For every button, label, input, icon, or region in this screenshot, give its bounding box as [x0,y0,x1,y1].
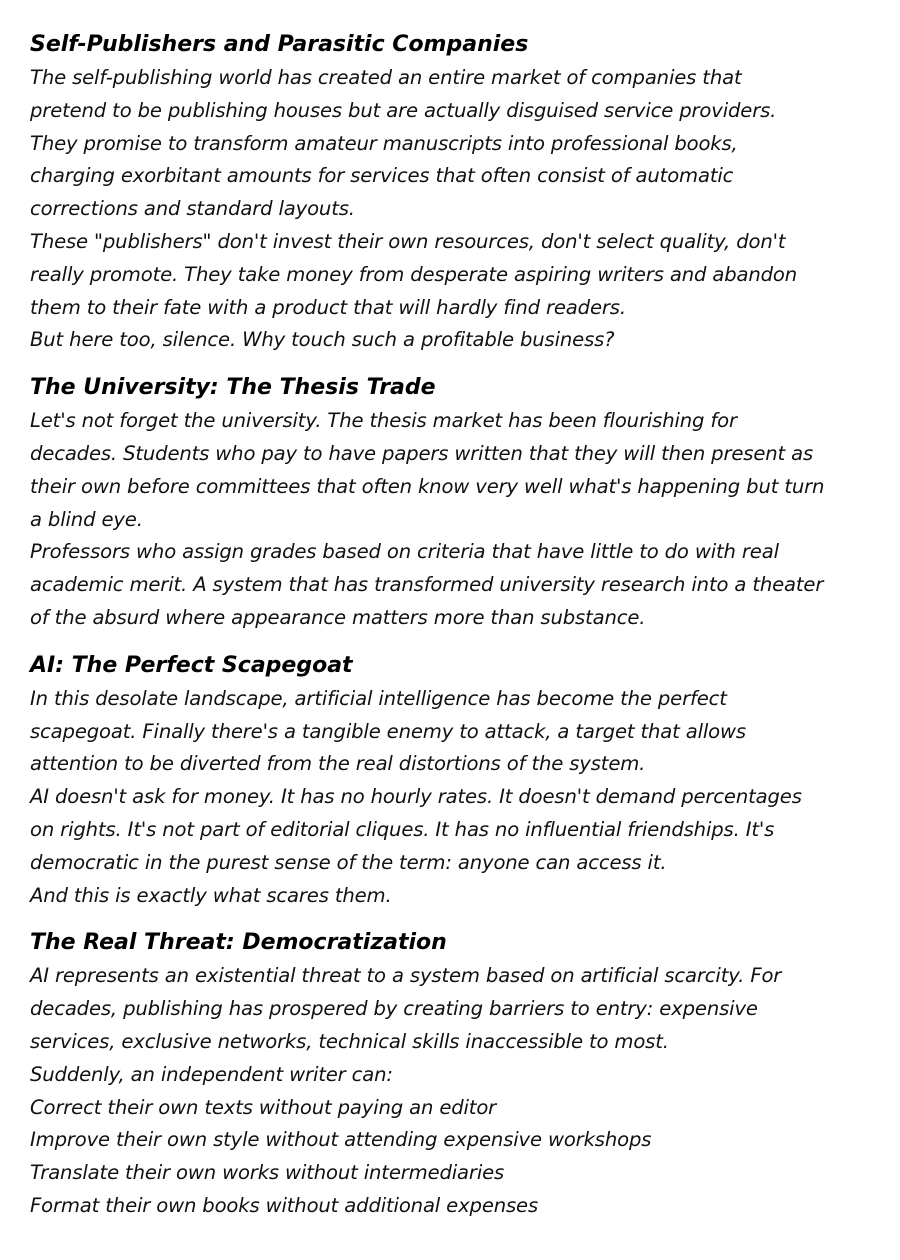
paragraph-line: The self-publishing world has created an entire market of companies that [30,66,742,89]
paragraph-line: decades. Students who pay to have papers written that they will then present as [30,441,814,465]
section-heading: The Real Threat: Democratization [30,930,447,956]
paragraph-line: pretend to be publishing houses but are actually disguised service providers. [30,98,777,122]
paragraph-line: services, exclusive networks, technical skills inaccessible to most. [30,1029,669,1053]
document-page [30,28,880,1237]
paragraph-line: decades, publishing has prospered by creating barriers to entry: expensive [30,997,758,1021]
paragraph-line: Professors who assign grades based on criteria that have little to do with real [30,540,779,564]
paragraph-line: AI doesn't ask for money. It has no hourly rates. It doesn't demand percentages [30,785,802,809]
paragraph-line: These "publishers" don't invest their own resources, don't select quality, don't [30,229,786,253]
list-item: Improve their own style without attending expensive workshops [30,1128,652,1152]
paragraph-line: AI represents an existential threat to a system based on artificial scarcity. For [30,964,782,988]
list-item: Format their own books without additional expenses [30,1193,539,1217]
list-item: Correct their own texts without paying an editor [30,1095,497,1119]
paragraph-line: them to their fate with a product that will hardly find readers. [30,295,626,319]
paragraph-line: charging exorbitant amounts for services that often consist of automatic [30,164,734,188]
section-real-threat [30,926,880,1222]
paragraph-line: corrections and standard layouts. [30,197,355,221]
paragraph-line: They promise to transform amateur manuscripts into professional books, [30,131,738,155]
paragraph-line: scapegoat. Finally there's a tangible enemy to attack, a target that allows [30,719,746,743]
section-heading: The University: The Thesis Trade [30,375,436,401]
section-heading: AI: The Perfect Scapegoat [30,652,353,678]
paragraph-line: on rights. It's not part of editorial cliques. It has no influential friendships. It's [30,817,775,841]
paragraph-line: And this is exactly what scares them. [30,883,392,907]
paragraph-line: In this desolate landscape, artificial intelligence has become the perfect [30,686,727,710]
paragraph-line: really promote. They take money from desperate aspiring writers and abandon [30,262,797,286]
paragraph-line: But here too, silence. Why touch such a profitable business? [30,328,615,352]
section-ai-scapegoat [30,649,880,913]
paragraph-line: academic merit. A system that has transformed university research into a theater [30,573,824,597]
paragraph-line: Let's not forget the university. The thesis market has been flourishing for [30,409,737,433]
section-university [30,371,880,635]
paragraph-line: democratic in the purest sense of the term: anyone can access it. [30,850,667,874]
section-self-publishers [30,28,880,357]
paragraph-line: a blind eye. [30,507,143,531]
list-item: Translate their own works without intermediaries [30,1161,505,1185]
paragraph-line: their own before committees that often know very well what's happening but turn [30,474,825,498]
paragraph-line: of the absurd where appearance matters more than substance. [30,605,646,629]
section-heading: Self-Publishers and Parasitic Companies [30,32,529,57]
paragraph-line: Suddenly, an independent writer can: [30,1062,393,1086]
paragraph-line: attention to be diverted from the real distortions of the system. [30,752,646,776]
